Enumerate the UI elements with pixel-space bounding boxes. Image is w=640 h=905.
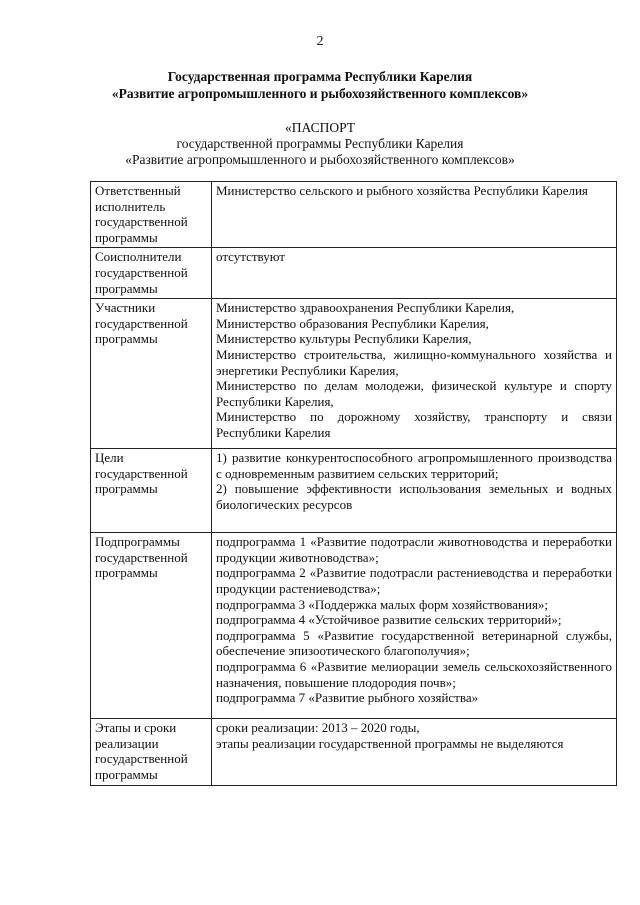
- program-heading-line-2: «Развитие агропромышленного и рыбохозяйственного комплексов»: [111, 86, 529, 101]
- passport-table: [90, 181, 617, 786]
- row-value: [212, 248, 617, 299]
- value-line: 1) развитие конкурентоспособного агропромышленного производства с одновременным развитием сельских территорий;: [216, 450, 612, 481]
- row-value: [212, 449, 617, 533]
- program-heading: [0, 68, 640, 102]
- row-value: [212, 299, 617, 449]
- row-label: Ответственный исполнитель государственной программы: [91, 182, 212, 248]
- value-line: подпрограмма 4 «Устойчивое развитие сельских территорий»;: [216, 612, 562, 628]
- value-line: Министерство здравоохранения Республики Карелия,: [216, 300, 515, 316]
- value-line: сроки реализации: 2013 – 2020 годы,: [216, 720, 420, 736]
- row-label: Подпрограммы государственной программы: [91, 533, 212, 719]
- table-row-participants: [91, 299, 617, 449]
- table-row-responsible: [91, 182, 617, 248]
- row-label: Цели государственной программы: [91, 449, 212, 533]
- table-row-stages: [91, 719, 617, 785]
- page-number: 2: [316, 34, 324, 49]
- value-line: Министерство строительства, жилищно-коммунального хозяйства и энергетики Республики Карелия,: [216, 346, 612, 378]
- row-value: [212, 533, 617, 719]
- value-line: Министерство по дорожному хозяйству, транспорту и связи Республики Карелия: [216, 409, 612, 440]
- table-row-subprograms: [91, 533, 617, 719]
- passport-subtitle-2: «Развитие агропромышленного и рыбохозяйственного комплексов»: [125, 152, 515, 167]
- value-line: Министерство культуры Республики Карелия,: [216, 331, 472, 347]
- value-line: подпрограмма 6 «Развитие мелиорации земель сельскохозяйственного назначения, повышение плодородия почв»;: [216, 658, 612, 690]
- row-value: [212, 182, 617, 248]
- program-heading-line-1: Государственная программа Республики Карелия: [167, 69, 473, 84]
- table-row-co-executors: [91, 248, 617, 299]
- row-label: Этапы и сроки реализации государственной программы: [91, 719, 212, 785]
- passport-title: «ПАСПОРТ: [285, 120, 355, 135]
- value-line: подпрограмма 7 «Развитие рыбного хозяйства»: [216, 690, 479, 706]
- value-line: Министерство образования Республики Карелия,: [216, 315, 489, 331]
- value-line: подпрограмма 1 «Развитие подотрасли животноводства и переработки продукции животноводства»;: [216, 534, 612, 565]
- table-row-goals: [91, 449, 617, 533]
- value-line: этапы реализации государственной программы не выделяются: [216, 735, 564, 751]
- value-line: подпрограмма 2 «Развитие подотрасли растениеводства и переработки продукции растениеводства»;: [216, 565, 612, 596]
- value-line: Министерство сельского и рыбного хозяйства Республики Карелия: [216, 183, 588, 198]
- value-line: отсутствуют: [216, 249, 285, 265]
- row-label: Соисполнители государственной программы: [91, 248, 212, 299]
- value-line: подпрограмма 3 «Поддержка малых форм хозяйствования»;: [216, 596, 549, 612]
- row-value: [212, 719, 617, 785]
- passport-title-block: [0, 120, 640, 168]
- passport-subtitle-1: государственной программы Республики Карелия: [176, 136, 464, 151]
- value-line: Министерство по делам молодежи, физической культуре и спорту Республики Карелия,: [216, 378, 612, 409]
- value-line: подпрограмма 5 «Развитие государственной ветеринарной службы, обеспечение эпизоотического благополучия»;: [216, 627, 612, 659]
- value-line: 2) повышение эффективности использования земельных и водных биологических ресурсов: [216, 481, 612, 512]
- row-label: Участники государственной программы: [91, 299, 212, 449]
